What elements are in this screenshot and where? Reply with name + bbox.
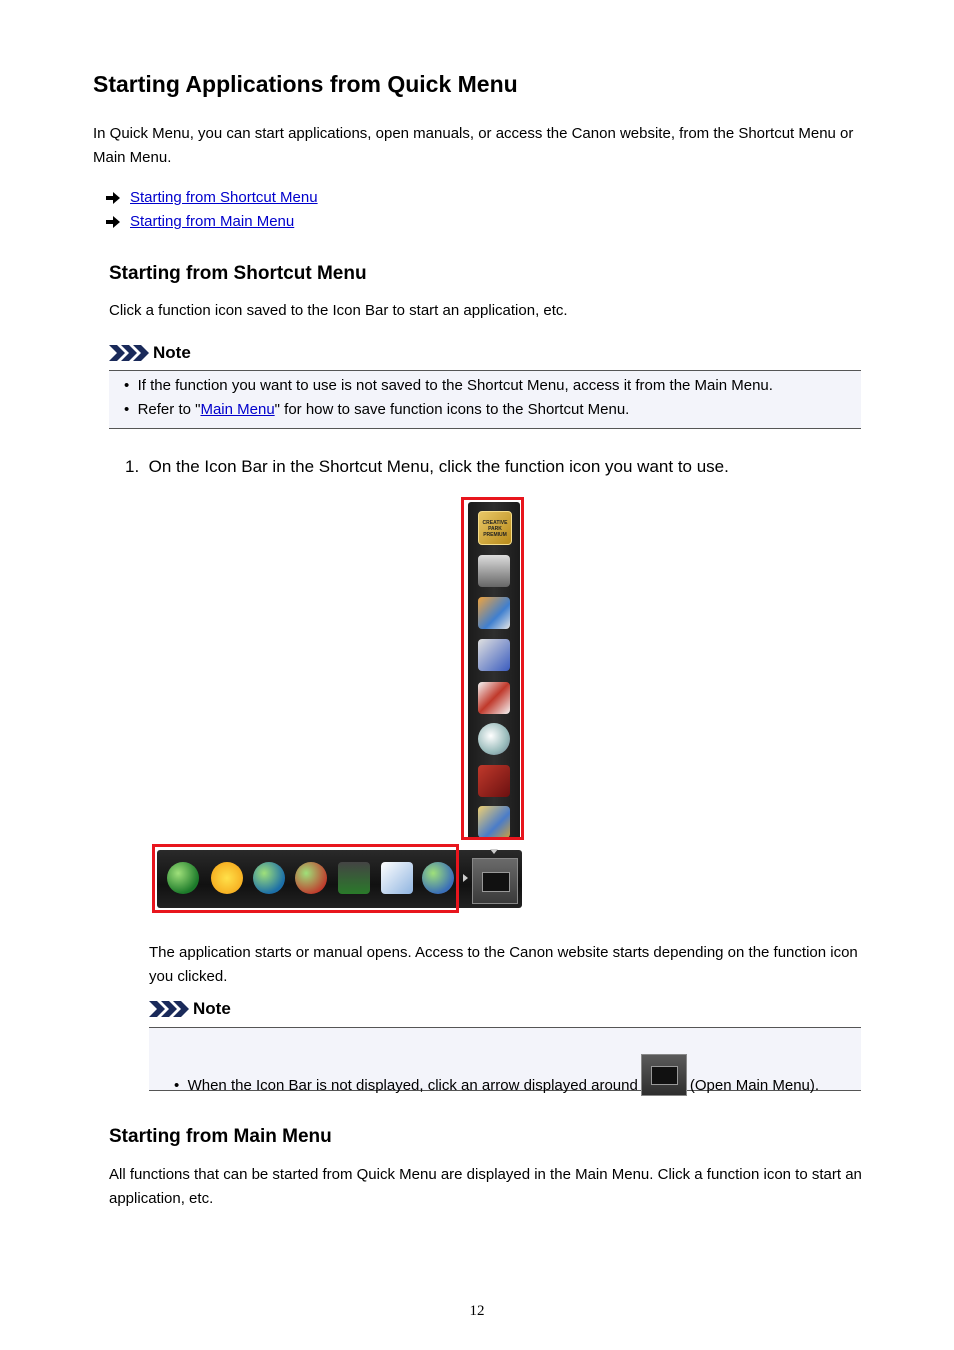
note-chevrons-icon xyxy=(109,345,149,361)
page-title: Starting Applications from Quick Menu xyxy=(93,71,518,97)
expand-arrow-icon[interactable] xyxy=(463,874,468,882)
link-starting-from-main-menu[interactable]: Starting from Main Menu xyxy=(130,213,295,230)
note-item-text-before: When the Icon Bar is not displayed, click an arrow displayed around xyxy=(187,1077,638,1094)
main-menu-screen-icon xyxy=(482,872,510,892)
note-item: • If the function you want to use is not saved to the Shortcut Menu, access it from the Main Menu. xyxy=(124,377,773,394)
creative-park-label-1: CREATIVE xyxy=(482,520,508,526)
link-main-menu[interactable]: Main Menu xyxy=(200,401,275,418)
note-item: • When the Icon Bar is not displayed, click an arrow displayed around (Open Main Menu). xyxy=(174,1054,819,1097)
step-text: On the Icon Bar in the Shortcut Menu, click the function icon you want to use. xyxy=(148,457,729,476)
note-item-text-after: (Open Main Menu). xyxy=(689,1077,820,1094)
note-item-text: If the function you want to use is not saved to the Shortcut Menu, access it from the Main Menu. xyxy=(137,377,773,394)
right-arrow-icon xyxy=(106,216,120,228)
page-number: 12 xyxy=(469,1303,485,1319)
note-chevrons-icon xyxy=(149,1001,189,1017)
note-label: Note xyxy=(193,999,231,1018)
vertical-bar-highlight xyxy=(461,497,524,840)
horizontal-bar-highlight xyxy=(152,844,459,913)
shortcut-description: Click a function icon saved to the Icon Bar to start an application, etc. xyxy=(109,302,568,319)
toc-item-main-menu xyxy=(106,211,294,233)
creative-park-label-2: PARK xyxy=(488,526,502,532)
note-box xyxy=(109,370,861,429)
note-label: Note xyxy=(153,343,191,362)
main-menu-description: All functions that can be started from Quick Menu are displayed in the Main Menu. Click a function icon to start an application, etc. xyxy=(109,1166,862,1207)
note-box-2 xyxy=(149,1027,861,1094)
note-item-text-after: " for how to save function icons to the Shortcut Menu. xyxy=(274,401,630,418)
note-item-text-before: Refer to " xyxy=(137,401,201,418)
note-item: • Refer to "Main Menu" for how to save function icons to the Shortcut Menu. xyxy=(124,401,630,418)
section-heading-shortcut-menu: Starting from Shortcut Menu xyxy=(109,263,367,284)
toc-item-shortcut-menu xyxy=(106,187,318,209)
step-1 xyxy=(125,455,729,479)
note-heading xyxy=(109,343,191,363)
open-main-menu-button[interactable] xyxy=(472,858,518,904)
step-number: 1. xyxy=(125,457,140,476)
section-heading-main-menu: Starting from Main Menu xyxy=(109,1126,332,1147)
collapse-arrow-icon[interactable] xyxy=(490,849,498,854)
link-starting-from-shortcut-menu[interactable]: Starting from Shortcut Menu xyxy=(130,189,318,206)
right-arrow-icon xyxy=(106,192,120,204)
creative-park-label-3: PREMIUM xyxy=(483,532,507,538)
open-main-menu-inline-icon xyxy=(641,1054,687,1096)
intro-paragraph: In Quick Menu, you can start applications, open manuals, or access the Canon website, from the Shortcut Menu or Main Menu. xyxy=(93,125,854,166)
result-text: The application starts or manual opens. Access to the Canon website starts depending on the function icon you clicked. xyxy=(149,944,858,985)
note-heading xyxy=(149,999,231,1019)
